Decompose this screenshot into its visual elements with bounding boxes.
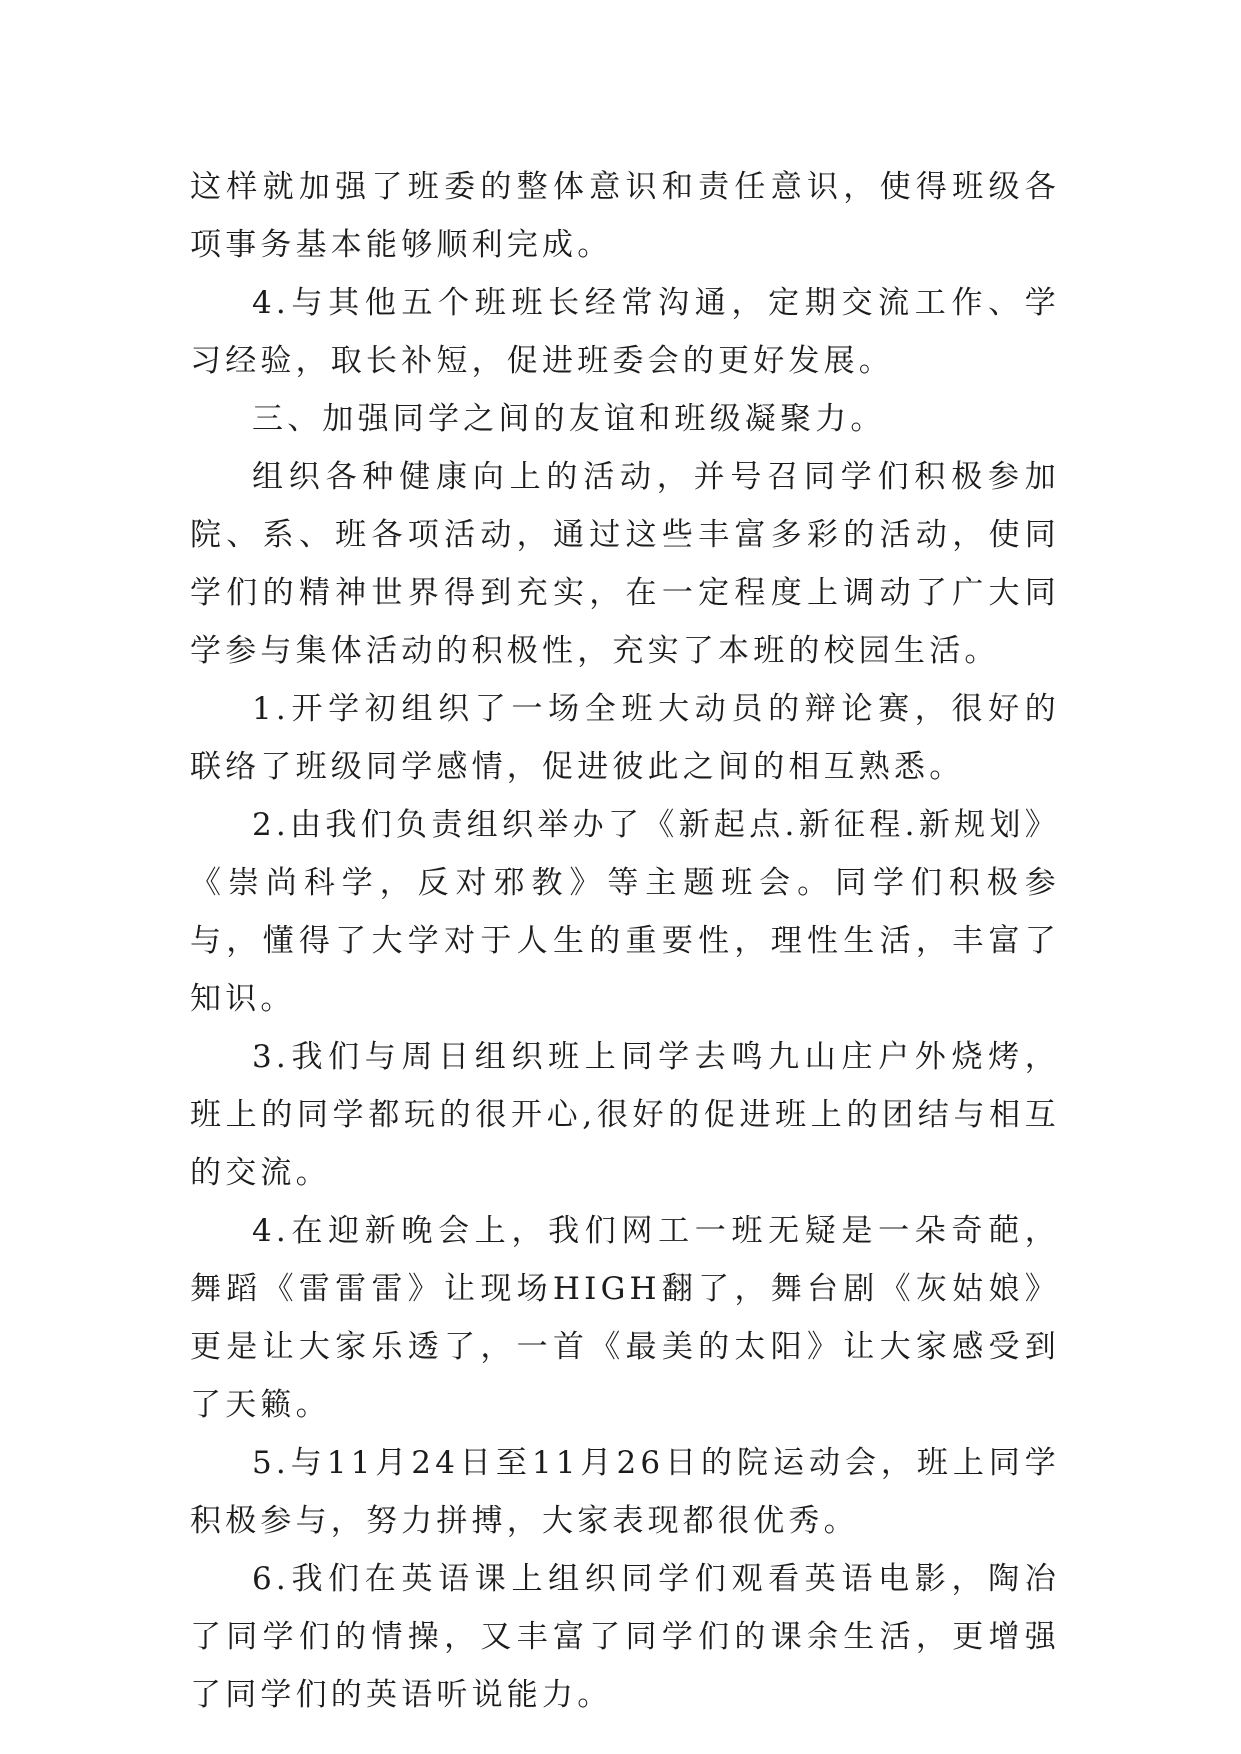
section-heading-three: 三、加强同学之间的友谊和班级凝聚力。	[252, 401, 886, 437]
paragraph-item-1-debate: 1.开学初组织了一场全班大动员的辩论赛，很好的联络了班级同学感情，促进彼此之间的相互熟悉。	[190, 691, 1060, 785]
paragraph-item-4-gala: 4.在迎新晚会上，我们网工一班无疑是一朵奇葩，舞蹈《雷雷雷》让现场HIGH翻了，舞台剧《灰姑娘》更是让大家乐透了，一首《最美的太阳》让大家感受到了天籁。	[190, 1213, 1060, 1423]
paragraph-item-6-english: 6.我们在英语课上组织同学们观看英语电影，陶冶了同学们的情操，又丰富了同学们的课余生活，更增强了同学们的英语听说能力。	[190, 1561, 1060, 1713]
paragraph-activities-intro: 组织各种健康向上的活动，并号召同学们积极参加院、系、班各项活动，通过这些丰富多彩的活动，使同学们的精神世界得到充实，在一定程度上调动了广大同学参与集体活动的积极性，充实了本班的校园生活。	[190, 459, 1060, 669]
paragraph-item-3-barbecue: 3.我们与周日组织班上同学去鸣九山庄户外烧烤，班上的同学都玩的很开心,很好的促进班上的团结与相互的交流。	[190, 1039, 1060, 1191]
paragraph-item-4-communication: 4.与其他五个班班长经常沟通，定期交流工作、学习经验，取长补短，促进班委会的更好发展。	[190, 285, 1060, 379]
paragraph-item-5-sports: 5.与11月24日至11月26日的院运动会，班上同学积极参与，努力拼搏，大家表现都很优秀。	[190, 1445, 1060, 1539]
paragraph-continuation: 这样就加强了班委的整体意识和责任意识，使得班级各项事务基本能够顺利完成。	[190, 169, 1060, 263]
body-text	[190, 158, 1060, 1724]
paragraph-item-2-class-meeting: 2.由我们负责组织举办了《新起点.新征程.新规划》《崇尚科学，反对邪教》等主题班会。同学们积极参与，懂得了大学对于人生的重要性，理性生活，丰富了知识。	[190, 807, 1060, 1017]
